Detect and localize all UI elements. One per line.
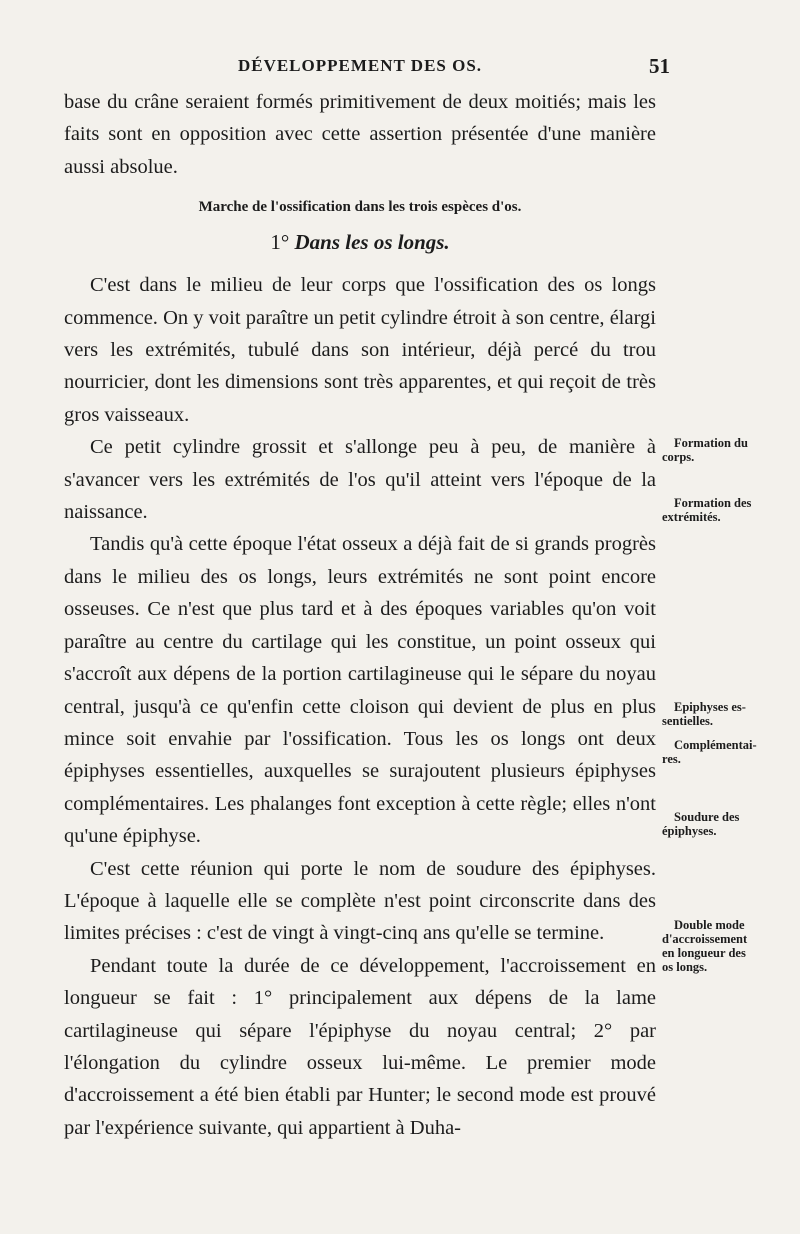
paragraph: Ce petit cylindre grossit et s'allonge peu à peu, de manière à s'avancer vers les extrémités de l'os qu'il atteint vers l'époque de la naissance.: [64, 436, 656, 524]
paragraph: C'est cette réunion qui porte le nom de soudure des épiphyses. L'époque à laquelle elle se complète n'est point circonscrite dans des limites précises : c'est de vingt à vingt-cinq ans qu'elle se termine.: [64, 857, 656, 945]
margin-note-complementaires: Complémentai- res.: [662, 738, 757, 766]
running-head-title: DÉVELOPPEMENT DES OS.: [237, 56, 483, 75]
section-title: Marche de l'ossification dans les trois espèces d'os.: [198, 199, 522, 216]
paragraph: Pendant toute la durée de ce développement, l'accroissement en longueur se fait : 1° principalement aux dépens de la lame cartilagineuse qui sépare l'épiphyse du noyau central; 2° par l'élongation du cylindre osseux lui-même. Le premier mode d'accroissement a été bien établi par Hunter; le second mode est prouvé par l'expérience suivante, qui appartient à Duha-: [64, 954, 656, 1139]
margin-note-soudure: Soudure des épiphyses.: [662, 810, 740, 838]
page-number: 51: [649, 54, 670, 78]
margin-note-epiphyses-essentielles: Epiphyses es- sentielles.: [662, 700, 746, 728]
margin-note-formation-corps: Formation du corps.: [662, 436, 748, 464]
margin-note-double-mode: Double mode d'accroissement en longueur des os longs.: [662, 918, 748, 974]
running-head: [62, 54, 670, 80]
subsection-heading: Dans les os longs.: [294, 230, 450, 255]
paragraph-intro: base du crâne seraient formés primitivement de deux moitiés; mais les faits sont en opposition avec cette assertion présentée d'une manière aussi absolue.: [64, 91, 656, 178]
margin-note-formation-extremites: Formation des extrémités.: [662, 496, 752, 524]
paragraph: Tandis qu'à cette époque l'état osseux a déjà fait de si grands progrès dans le milieu des os longs, leurs extrémités ne sont point encore osseuses. Ce n'est que plus tard et à des époques variables qu'on voit paraître au centre du cartilage qui les constitue, un point osseux qui s'accroît aux dépens de la portion cartilagineuse qui le sépare du noyau central, jusqu'à ce qu'enfin cette cloison qui devient de plus en plus mince soit envahie par l'ossification. Tous les os longs ont deux épiphyses essentielles, auxquelles se surajoutent plusieurs épiphyses complémentaires. Les phalanges font exception à cette règle; elles n'ont qu'une épiphyse.: [64, 533, 656, 848]
subsection-title: [64, 229, 656, 255]
main-text: [64, 86, 656, 1144]
paragraph: C'est dans le milieu de leur corps que l'ossification des os longs commence. On y voit paraître un petit cylindre étroit à son centre, élargi vers les extrémités, tubulé dans son intérieur, déjà percé du trou nourricier, dont les dimensions sont très apparentes, et qui reçoit de très gros vaisseaux.: [64, 274, 656, 426]
subsection-number: 1°: [270, 230, 290, 255]
